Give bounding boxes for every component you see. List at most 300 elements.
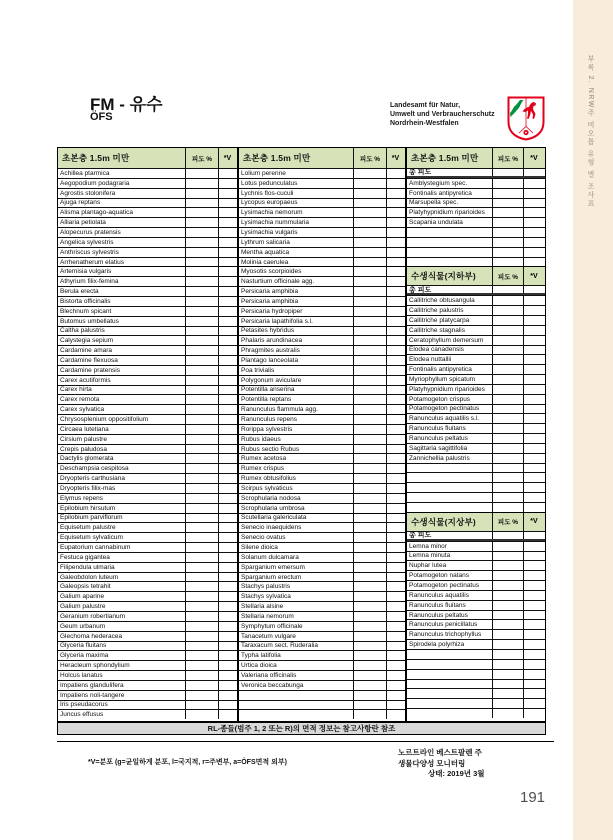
column-header-distribution: *V [391, 154, 400, 162]
species-row [239, 335, 405, 345]
species-name: Achillea ptarmica [58, 169, 186, 178]
species-name: Ranunculus trichophyllus [407, 630, 493, 639]
v-value-cell [387, 691, 404, 700]
v-value-cell [387, 366, 404, 375]
species-name: Fontinalis antipyretica [407, 189, 493, 198]
species-row [407, 404, 545, 414]
species-name: Persicaria amphibia [239, 297, 354, 306]
cover-value-cell [493, 414, 524, 423]
species-row [239, 375, 405, 385]
footer-line-1: 노르트라인 베스트팔렌 주 [398, 748, 482, 757]
species-row [58, 572, 237, 582]
species-row [239, 237, 405, 247]
species-name: Rumex crispus [239, 464, 354, 473]
v-value-cell [524, 365, 544, 374]
cover-value-cell [354, 238, 387, 247]
v-value-cell [387, 307, 404, 316]
v-value-cell [524, 336, 544, 345]
species-row [239, 660, 405, 670]
species-name: Scrophularia umbrosa [239, 504, 354, 513]
v-value-cell [219, 612, 236, 621]
v-value-cell [219, 425, 236, 434]
v-value-cell [387, 189, 404, 198]
species-name: Aegopodium podagraria [58, 179, 186, 188]
cover-value-cell [493, 601, 524, 610]
species-name: Nasturtium officinale agg. [239, 277, 354, 286]
cover-value-cell [186, 523, 219, 532]
v-value-cell [387, 454, 404, 463]
species-name: Crepis paludosa [58, 445, 186, 454]
species-row [239, 621, 405, 631]
species-row [58, 601, 237, 611]
cover-value-cell [354, 267, 387, 276]
species-name: Molinia caerulea [239, 258, 354, 267]
species-name: Petasites hybridus [239, 327, 354, 336]
species-row [58, 365, 237, 375]
v-value-cell [219, 661, 236, 670]
species-name [407, 699, 493, 708]
empty-row [407, 257, 545, 267]
v-value-cell [524, 571, 544, 580]
species-name: Rubus idaeus [239, 435, 354, 444]
cover-value-cell [493, 620, 524, 629]
document-footer [398, 748, 516, 780]
species-name: Callitriche obtusangula [407, 296, 493, 305]
v-value-cell [387, 464, 404, 473]
v-value-cell [219, 573, 236, 582]
cover-value-cell [186, 632, 219, 641]
species-row [58, 700, 237, 710]
total-cover-label: 총 피도 [407, 286, 493, 293]
v-value-cell [524, 611, 544, 620]
species-name: Lemna minuta [407, 552, 493, 561]
species-row [58, 306, 237, 316]
species-row [407, 433, 545, 443]
cover-value-cell [186, 218, 219, 227]
cover-value-cell [186, 582, 219, 591]
species-row [239, 424, 405, 434]
empty-row [239, 690, 405, 700]
species-name: Filipendula ulmaria [58, 563, 186, 572]
cover-value-cell [186, 356, 219, 365]
species-row [58, 296, 237, 306]
species-name: Artemisia vulgaris [58, 267, 186, 276]
species-row [407, 335, 545, 345]
cover-value-cell [186, 189, 219, 198]
v-value-cell [219, 395, 236, 404]
species-name: Rubus sectio Rubus [239, 445, 354, 454]
v-value-cell [387, 592, 404, 601]
species-name: Butomus umbellatus [58, 317, 186, 326]
cover-value-cell [354, 208, 387, 217]
species-row [407, 295, 545, 305]
species-name: Circaea lutetiana [58, 425, 186, 434]
cover-value-cell [186, 573, 219, 582]
species-name: Potentilla reptans [239, 395, 354, 404]
species-name: Plantago lanceolata [239, 356, 354, 365]
v-value-cell [219, 169, 236, 178]
species-name: Ranunculus fluitans [407, 424, 493, 433]
species-row [58, 217, 237, 227]
empty-row [239, 709, 405, 719]
species-row [239, 581, 405, 591]
species-row [58, 670, 237, 680]
species-name: Chrysosplenium oppositifolium [58, 415, 186, 424]
column-header-row [407, 148, 545, 168]
cover-value-cell [186, 553, 219, 562]
cover-value-cell [186, 543, 219, 552]
v-value-cell [219, 691, 236, 700]
cover-value-cell [354, 504, 387, 513]
cover-value-cell [186, 277, 219, 286]
species-row [58, 463, 237, 473]
species-name: Impatiens noli-tangere [58, 691, 186, 700]
cover-value-cell [493, 611, 524, 620]
cover-value-cell [493, 630, 524, 639]
cover-value-cell [186, 651, 219, 660]
species-name: Rorippa sylvestris [239, 425, 354, 434]
cover-value-cell [493, 464, 524, 473]
species-name: Lythrum salicaria [239, 238, 354, 247]
v-value-cell [524, 483, 544, 492]
cover-value-cell [186, 415, 219, 424]
species-row [239, 444, 405, 454]
cover-value-cell [493, 336, 524, 345]
species-name: Eupatorium cannabinum [58, 543, 186, 552]
species-name: Festuca gigantea [58, 553, 186, 562]
cover-value-cell [354, 632, 387, 641]
v-value-cell [219, 710, 236, 719]
species-row [58, 444, 237, 454]
v-value-cell [219, 327, 236, 336]
species-row [239, 453, 405, 463]
species-row [407, 541, 545, 551]
cover-value-cell [186, 435, 219, 444]
v-value-cell [219, 287, 236, 296]
species-name: Sagittaria sagittifolia [407, 444, 493, 453]
cover-value-cell [354, 386, 387, 395]
species-row [407, 305, 545, 315]
species-name: Ceratophyllum demersum [407, 336, 493, 345]
species-row [239, 276, 405, 286]
total-cover-label: 총 피도 [407, 169, 493, 176]
species-row [407, 364, 545, 374]
cover-value-cell [354, 553, 387, 562]
cover-value-cell [186, 327, 219, 336]
species-row [58, 621, 237, 631]
v-value-cell [219, 435, 236, 444]
agency-name [390, 101, 495, 128]
cover-value-cell [186, 307, 219, 316]
cover-value-cell [493, 238, 524, 247]
cover-value-cell [493, 670, 524, 679]
species-row [239, 404, 405, 414]
species-name: Phragmites australis [239, 346, 354, 355]
species-row [407, 570, 545, 580]
cover-value-cell [354, 602, 387, 611]
v-value-cell [387, 494, 404, 503]
cover-value-cell [493, 365, 524, 374]
section-header-cover: 피도 % [493, 267, 524, 285]
cover-value-cell [354, 169, 387, 178]
cover-value-cell [493, 640, 524, 649]
species-name: Carex sylvatica [58, 405, 186, 414]
species-name: Persicaria amphibia [239, 287, 354, 296]
v-value-cell [219, 297, 236, 306]
empty-row [407, 659, 545, 669]
cover-value-cell [354, 435, 387, 444]
species-row [407, 325, 545, 335]
species-row [407, 394, 545, 404]
cover-value-cell [186, 169, 219, 178]
v-value-cell [219, 356, 236, 365]
species-row [58, 562, 237, 572]
v-value-cell [219, 317, 236, 326]
species-row [58, 247, 237, 257]
species-name: Angelica sylvestris [58, 238, 186, 247]
cover-value-cell [493, 199, 524, 208]
v-value-cell [524, 591, 544, 600]
species-name [407, 650, 493, 659]
column-header-row [239, 148, 405, 168]
cover-value-cell [354, 592, 387, 601]
cover-value-cell [493, 689, 524, 698]
species-row [239, 493, 405, 503]
cover-value-cell [186, 405, 219, 414]
v-value-cell [387, 258, 404, 267]
species-row [407, 315, 545, 325]
species-row [58, 266, 237, 276]
v-value-cell [219, 366, 236, 375]
v-value-cell [524, 375, 544, 384]
v-value-cell [219, 445, 236, 454]
v-value-cell [219, 258, 236, 267]
species-row [58, 532, 237, 542]
species-name: Taraxacum sect. Ruderalia [239, 642, 354, 651]
section-header-distribution: *V [530, 272, 538, 280]
v-value-cell [524, 179, 544, 188]
species-name: Ajuga reptans [58, 199, 186, 208]
v-value-cell [219, 671, 236, 680]
species-row [58, 276, 237, 286]
cover-value-cell [354, 701, 387, 710]
cover-value-cell [354, 464, 387, 473]
species-name: Stellaria nemorum [239, 612, 354, 621]
column-header-distribution: *V [223, 154, 232, 162]
cover-value-cell [186, 208, 219, 217]
v-value-cell [524, 493, 544, 502]
species-row [239, 316, 405, 326]
species-row [239, 414, 405, 424]
v-value-cell [524, 316, 544, 325]
v-value-cell [524, 228, 544, 237]
v-value-cell [387, 228, 404, 237]
v-value-cell [219, 582, 236, 591]
species-name: Geranium robertianum [58, 612, 186, 621]
species-row [239, 463, 405, 473]
v-value-cell [387, 543, 404, 552]
v-value-cell [219, 228, 236, 237]
v-value-cell [387, 395, 404, 404]
species-name [407, 248, 493, 257]
cover-value-cell [354, 287, 387, 296]
species-name: Arrhenatherum elatius [58, 258, 186, 267]
v-value-cell [524, 434, 544, 443]
footer-divider [57, 741, 554, 742]
species-row [239, 257, 405, 267]
species-row [239, 631, 405, 641]
cover-value-cell [354, 642, 387, 651]
species-row [239, 572, 405, 582]
cover-value-cell [493, 169, 524, 176]
footer-line-2: 생물다양성 모니터링 [398, 758, 466, 768]
v-value-cell [524, 542, 544, 551]
v-value-cell [219, 405, 236, 414]
cover-value-cell [354, 494, 387, 503]
species-row [58, 641, 237, 651]
species-name: Galium aparine [58, 592, 186, 601]
cover-value-cell [354, 258, 387, 267]
v-value-cell [524, 680, 544, 689]
species-name: Athyrium filix-femina [58, 277, 186, 286]
empty-row [407, 502, 545, 512]
species-row [407, 198, 545, 208]
species-row [407, 374, 545, 384]
cover-value-cell [354, 366, 387, 375]
species-name: Rumex acetosa [239, 454, 354, 463]
v-value-cell [387, 218, 404, 227]
species-name: Stellaria alsine [239, 602, 354, 611]
species-name: Marsupella spec. [407, 199, 493, 208]
cover-value-cell [354, 415, 387, 424]
cover-value-cell [354, 336, 387, 345]
cover-value-cell [186, 267, 219, 276]
column-header-cover: 피도 % [186, 148, 219, 168]
cover-value-cell [186, 228, 219, 237]
cover-value-cell [493, 552, 524, 561]
species-name: Carex hirta [58, 386, 186, 395]
species-name: Caltha palustris [58, 327, 186, 336]
v-value-cell [387, 632, 404, 641]
cover-value-cell [186, 248, 219, 257]
cover-value-cell [186, 563, 219, 572]
cover-value-cell [186, 494, 219, 503]
empty-row [407, 247, 545, 257]
v-value-cell [219, 376, 236, 385]
column-header-layer: 초본층 1.5m 미만 [407, 148, 493, 168]
v-value-cell [387, 681, 404, 690]
cover-value-cell [493, 258, 524, 267]
cover-value-cell [354, 346, 387, 355]
species-name: Glyceria fluitans [58, 642, 186, 651]
species-name: Alisma plantago-aquatica [58, 208, 186, 217]
species-row [407, 560, 545, 570]
v-value-cell [387, 277, 404, 286]
appendix-tab-label: 부록 2. NRW주 비오톱 유형 별 조사표 [587, 55, 594, 208]
cover-value-cell [493, 228, 524, 237]
v-value-cell [524, 238, 544, 247]
distribution-legend: *V=분포 (g=균일하게 분포, l=국지적, r=주변부, a=ÖFS면적 외부) [88, 759, 287, 766]
species-name: Platyhypnidium riparioides [407, 385, 493, 394]
form-subtitle: ÖFS [90, 111, 113, 123]
species-row [58, 552, 237, 562]
cover-value-cell [493, 650, 524, 659]
species-name: Potamogeton crispus [407, 395, 493, 404]
cover-value-cell [493, 542, 524, 551]
v-value-cell [219, 632, 236, 641]
species-name: Glechoma hederacea [58, 632, 186, 641]
species-row [407, 384, 545, 394]
v-value-cell [387, 651, 404, 660]
species-name: Lemna minor [407, 542, 493, 551]
cover-value-cell [354, 573, 387, 582]
species-row [58, 257, 237, 267]
cover-value-cell [493, 680, 524, 689]
species-row [58, 375, 237, 385]
cover-value-cell [186, 346, 219, 355]
cover-value-cell [493, 581, 524, 590]
v-value-cell [387, 376, 404, 385]
species-name: Ranunculus penicillatus [407, 620, 493, 629]
species-row [407, 639, 545, 649]
species-name: Lolium perenne [239, 169, 354, 178]
species-row [239, 247, 405, 257]
v-value-cell [387, 287, 404, 296]
v-value-cell [524, 670, 544, 679]
cover-value-cell [186, 504, 219, 513]
v-value-cell [387, 199, 404, 208]
v-value-cell [387, 267, 404, 276]
empty-row [407, 708, 545, 718]
cover-value-cell [186, 681, 219, 690]
species-row [239, 385, 405, 395]
species-row [407, 453, 545, 463]
species-row [58, 355, 237, 365]
cover-value-cell [354, 681, 387, 690]
v-value-cell [387, 179, 404, 188]
species-row [239, 601, 405, 611]
v-value-cell [387, 533, 404, 542]
cover-value-cell [354, 179, 387, 188]
species-row [239, 188, 405, 198]
cover-value-cell [493, 306, 524, 315]
cover-value-cell [186, 484, 219, 493]
cover-value-cell [493, 179, 524, 188]
species-row [58, 414, 237, 424]
v-value-cell [524, 601, 544, 610]
v-value-cell [219, 563, 236, 572]
species-row [407, 551, 545, 561]
species-row [239, 168, 405, 178]
species-name: Persicaria lapathifolia s.l. [239, 317, 354, 326]
v-value-cell [219, 701, 236, 710]
cover-value-cell [493, 375, 524, 384]
species-row [407, 188, 545, 198]
v-value-cell [524, 258, 544, 267]
empty-row [407, 679, 545, 689]
species-row [239, 355, 405, 365]
cover-value-cell [186, 602, 219, 611]
v-value-cell [387, 297, 404, 306]
species-row [58, 385, 237, 395]
v-value-cell [524, 405, 544, 414]
agency-line-3: Nordrhein-Westfalen [390, 120, 459, 127]
species-name: Cardamine pratensis [58, 366, 186, 375]
species-row [239, 306, 405, 316]
cover-value-cell [186, 701, 219, 710]
v-value-cell [524, 414, 544, 423]
section-header-title: 수생식물(지상부) [407, 513, 493, 531]
